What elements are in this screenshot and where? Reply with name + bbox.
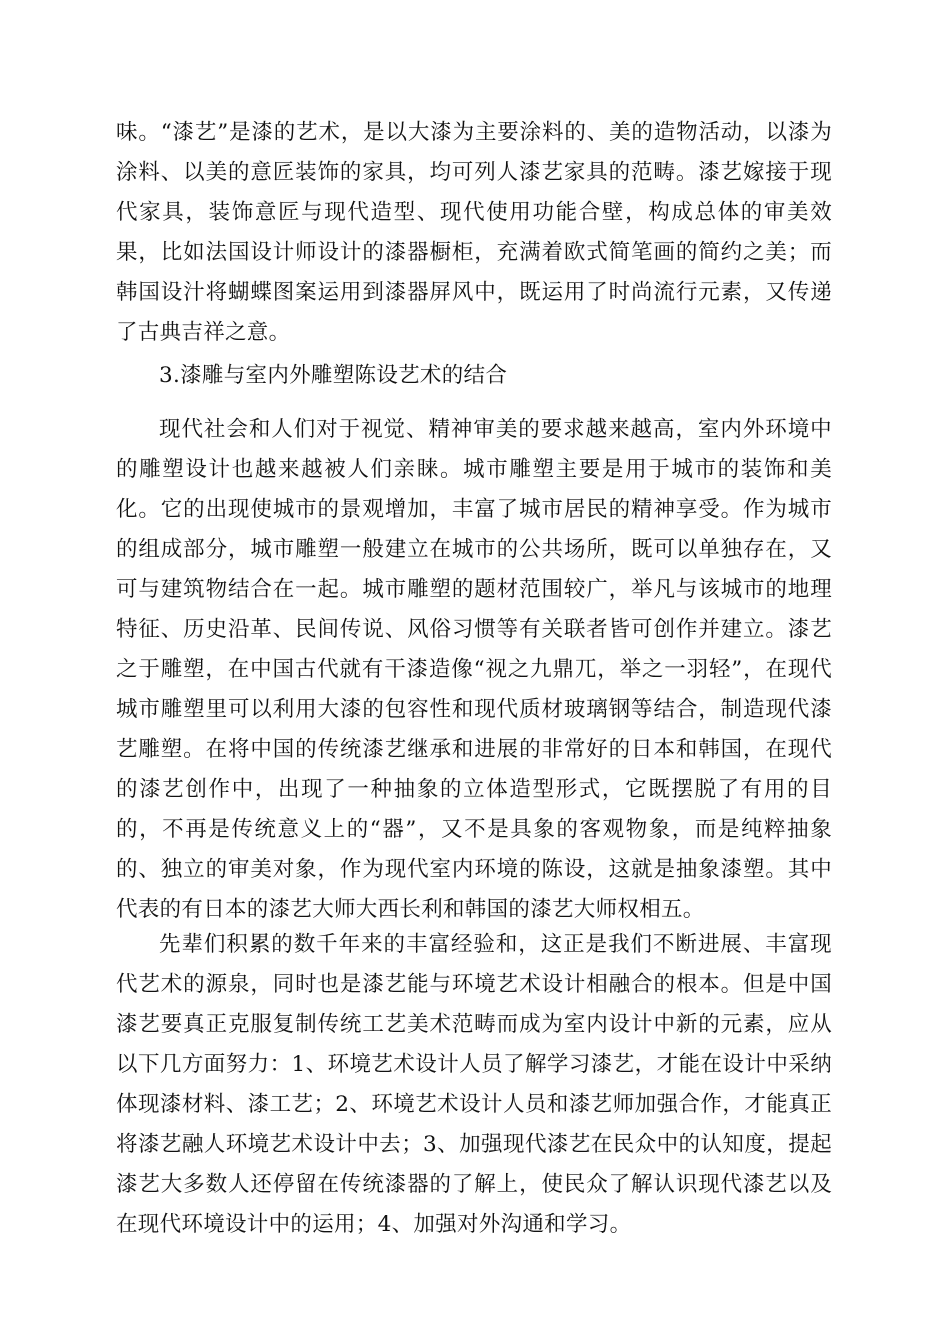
paragraph-lacquer-furniture: 味。“漆艺”是漆的艺术，是以大漆为主要涂料的、美的造物活动，以漆为涂料、以美的意匠装饰的家具，均可列人漆艺家具的范畴。漆艺嫁接于现代家具，装饰意匠与现代造型、现代使用功能合壁，构成总体的审美效果，比如法国设计师设计的漆器橱柜，充满着欧式简笔画的简约之美；而韩国设汁将蝴蝶图案运用到漆器屏风中，既运用了时尚流行元素，又传递了古典吉祥之意。 [116, 120, 832, 345]
paragraph-lacquer-sculpture: 现代社会和人们对于视觉、精神审美的要求越来越高，室内外环境中的雕塑设计也越来越被人们亲睐。城市雕塑主要是用于城市的装饰和美化。它的出现使城市的景观增加，丰富了城市居民的精神享受。作为城市的组成部分，城市雕塑一般建立在城市的公共场所，既可以单独存在，又可与建筑物结合在一起。城市雕塑的题材范围较广，举凡与该城市的地理特征、历史沿革、民间传说、风俗习惯等有关联者皆可创作并建立。漆艺之于雕塑，在中国古代就有干漆造像“视之九鼎兀，举之一羽轻”，在现代城市雕塑里可以利用大漆的包容性和现代质材玻璃钢等结合，制造现代漆艺雕塑。在将中国的传统漆艺继承和进展的非常好的日本和韩国，在现代的漆艺创作中，出现了一种抽象的立体造型形式，它既摆脱了有用的目的，不再是传统意义上的“器”，又不是具象的客观物象，而是纯粹抽象的、独立的审美对象，作为现代室内环境的陈设，这就是抽象漆塑。其中代表的有日本的漆艺大师大西长利和韩国的漆艺大师权相五。 [116, 417, 832, 922]
paragraph-lacquer-future: 先辈们积累的数千年来的丰富经验和，这正是我们不断进展、丰富现代艺术的源泉，同时也是漆艺能与环境艺术设计相融合的根本。但是中国漆艺要真正克服复制传统工艺美术范畴而成为室内设计中新的元素，应从以下几方面努力：1、环境艺术设计人员了解学习漆艺，才能在设计中采纳体现漆材料、漆工艺；2、环境艺术设计人员和漆艺师加强合作，才能真正将漆艺融人环境艺术设计中去；3、加强现代漆艺在民众中的认知度，提起漆艺大多数人还停留在传统漆器的了解上，使民众了解认识现代漆艺以及在现代环境设计中的运用；4、加强对外沟通和学习。 [116, 932, 832, 1237]
section-heading-3: 3.漆雕与室内外雕塑陈设艺术的结合 [159, 363, 508, 388]
